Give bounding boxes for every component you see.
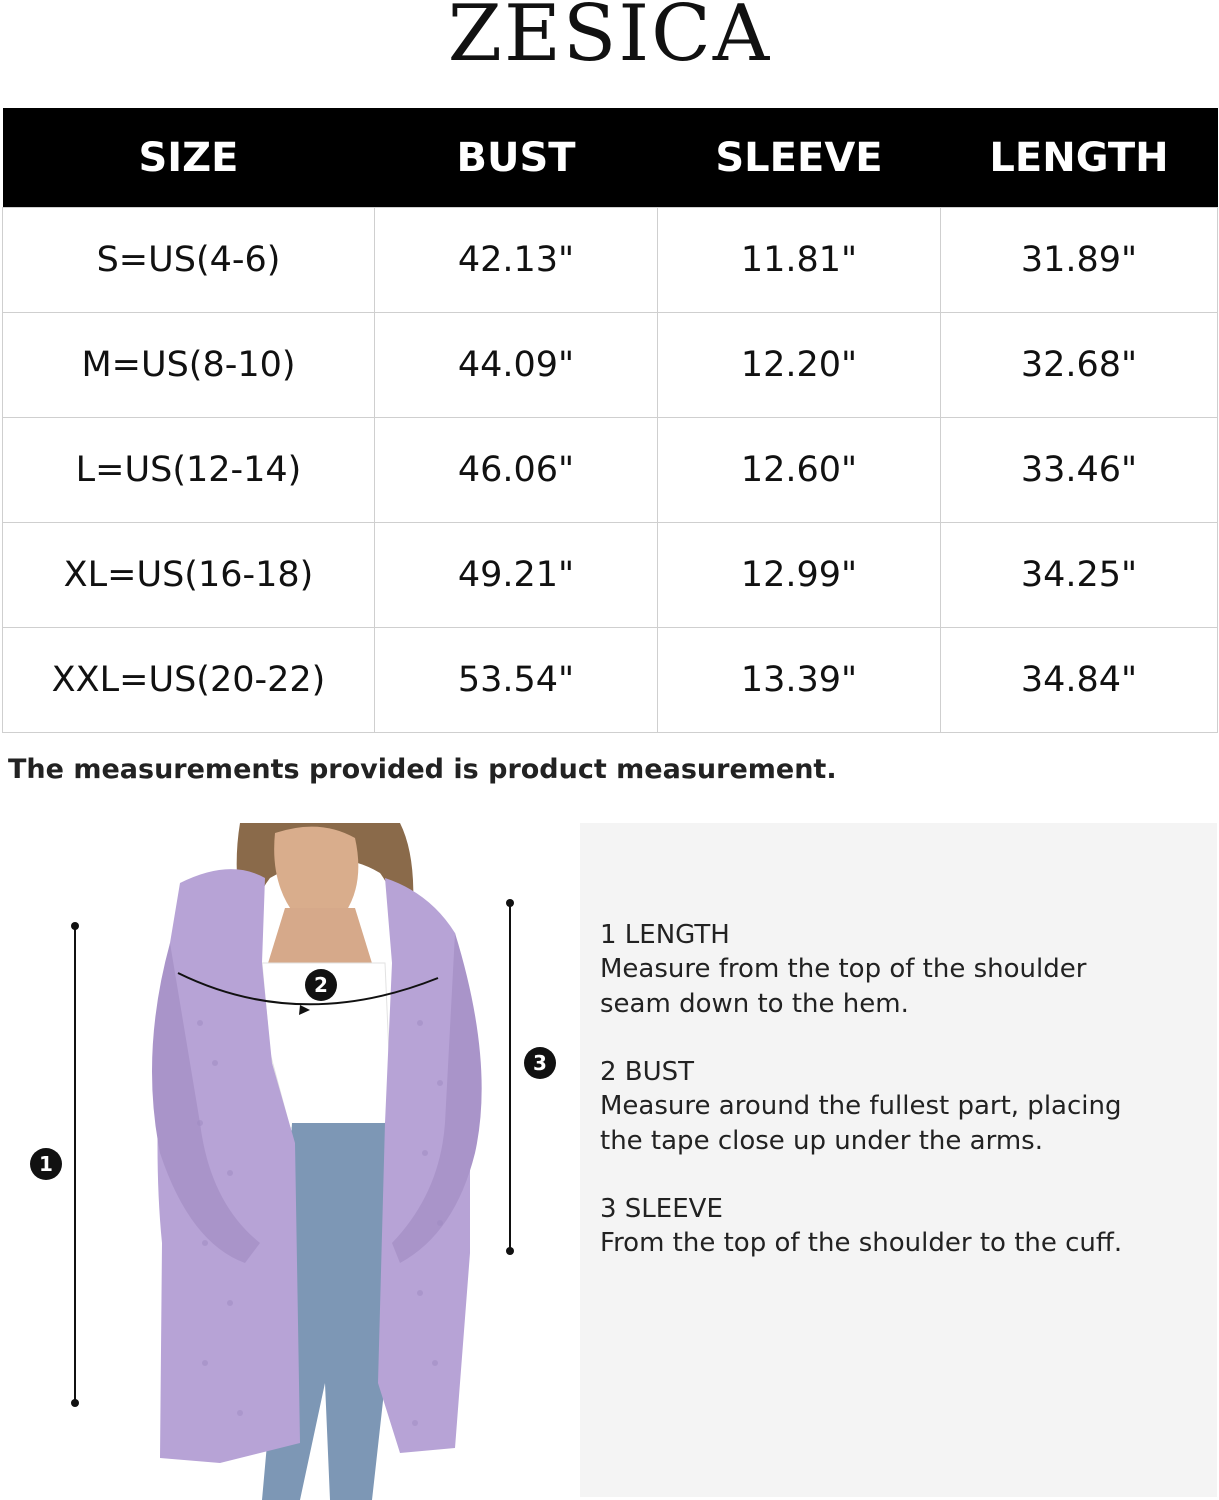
table-row — [3, 313, 1218, 418]
size-cell: XXL=US(20-22) — [3, 628, 375, 733]
bust-cell: 42.13" — [375, 208, 658, 313]
table-row — [3, 208, 1218, 313]
brand-logo: ZESICA — [447, 0, 772, 79]
length-cell: 34.25" — [941, 523, 1218, 628]
header-sleeve: SLEEVE — [658, 108, 941, 208]
length-cell: 31.89" — [941, 208, 1218, 313]
bust-cell: 44.09" — [375, 313, 658, 418]
guide-sleeve-title: 3 SLEEVE — [600, 1194, 723, 1224]
marker-3-label: 3 — [533, 1051, 547, 1075]
guide-bust-desc-2: the tape close up under the arms. — [600, 1126, 1043, 1156]
length-cell: 33.46" — [941, 418, 1218, 523]
table-header-row — [3, 108, 1218, 208]
guide-bust — [600, 1055, 1200, 1159]
guide-sleeve — [600, 1192, 1200, 1261]
guide-length-title: 1 LENGTH — [600, 920, 730, 950]
size-cell: M=US(8-10) — [3, 313, 375, 418]
guide-bust-title: 2 BUST — [600, 1057, 695, 1087]
size-cell: XL=US(16-18) — [3, 523, 375, 628]
size-chart-table — [2, 108, 1218, 733]
header-bust: BUST — [375, 108, 658, 208]
header-length: LENGTH — [941, 108, 1218, 208]
bust-cell: 49.21" — [375, 523, 658, 628]
bust-cell: 46.06" — [375, 418, 658, 523]
header-size: SIZE — [3, 108, 375, 208]
guide-length — [600, 918, 1200, 1022]
size-cell: L=US(12-14) — [3, 418, 375, 523]
bust-cell: 53.54" — [375, 628, 658, 733]
length-cell: 34.84" — [941, 628, 1218, 733]
marker-1-label: 1 — [39, 1152, 53, 1176]
sleeve-cell: 13.39" — [658, 628, 941, 733]
guide-bust-desc-1: Measure around the fullest part, placing — [600, 1091, 1122, 1121]
table-row — [3, 523, 1218, 628]
marker-2-label: 2 — [314, 973, 328, 997]
sleeve-cell: 12.99" — [658, 523, 941, 628]
sleeve-cell: 11.81" — [658, 208, 941, 313]
size-cell: S=US(4-6) — [3, 208, 375, 313]
guide-length-desc-1: Measure from the top of the shoulder — [600, 954, 1087, 984]
table-row — [3, 628, 1218, 733]
model-photo — [0, 823, 580, 1500]
guide-sleeve-desc-1: From the top of the shoulder to the cuff. — [600, 1228, 1123, 1258]
table-row — [3, 418, 1218, 523]
measurement-note: The measurements provided is product measurement. — [8, 754, 837, 785]
sleeve-cell: 12.60" — [658, 418, 941, 523]
sleeve-cell: 12.20" — [658, 313, 941, 418]
length-cell: 32.68" — [941, 313, 1218, 418]
guide-length-desc-2: seam down to the hem. — [600, 989, 909, 1019]
